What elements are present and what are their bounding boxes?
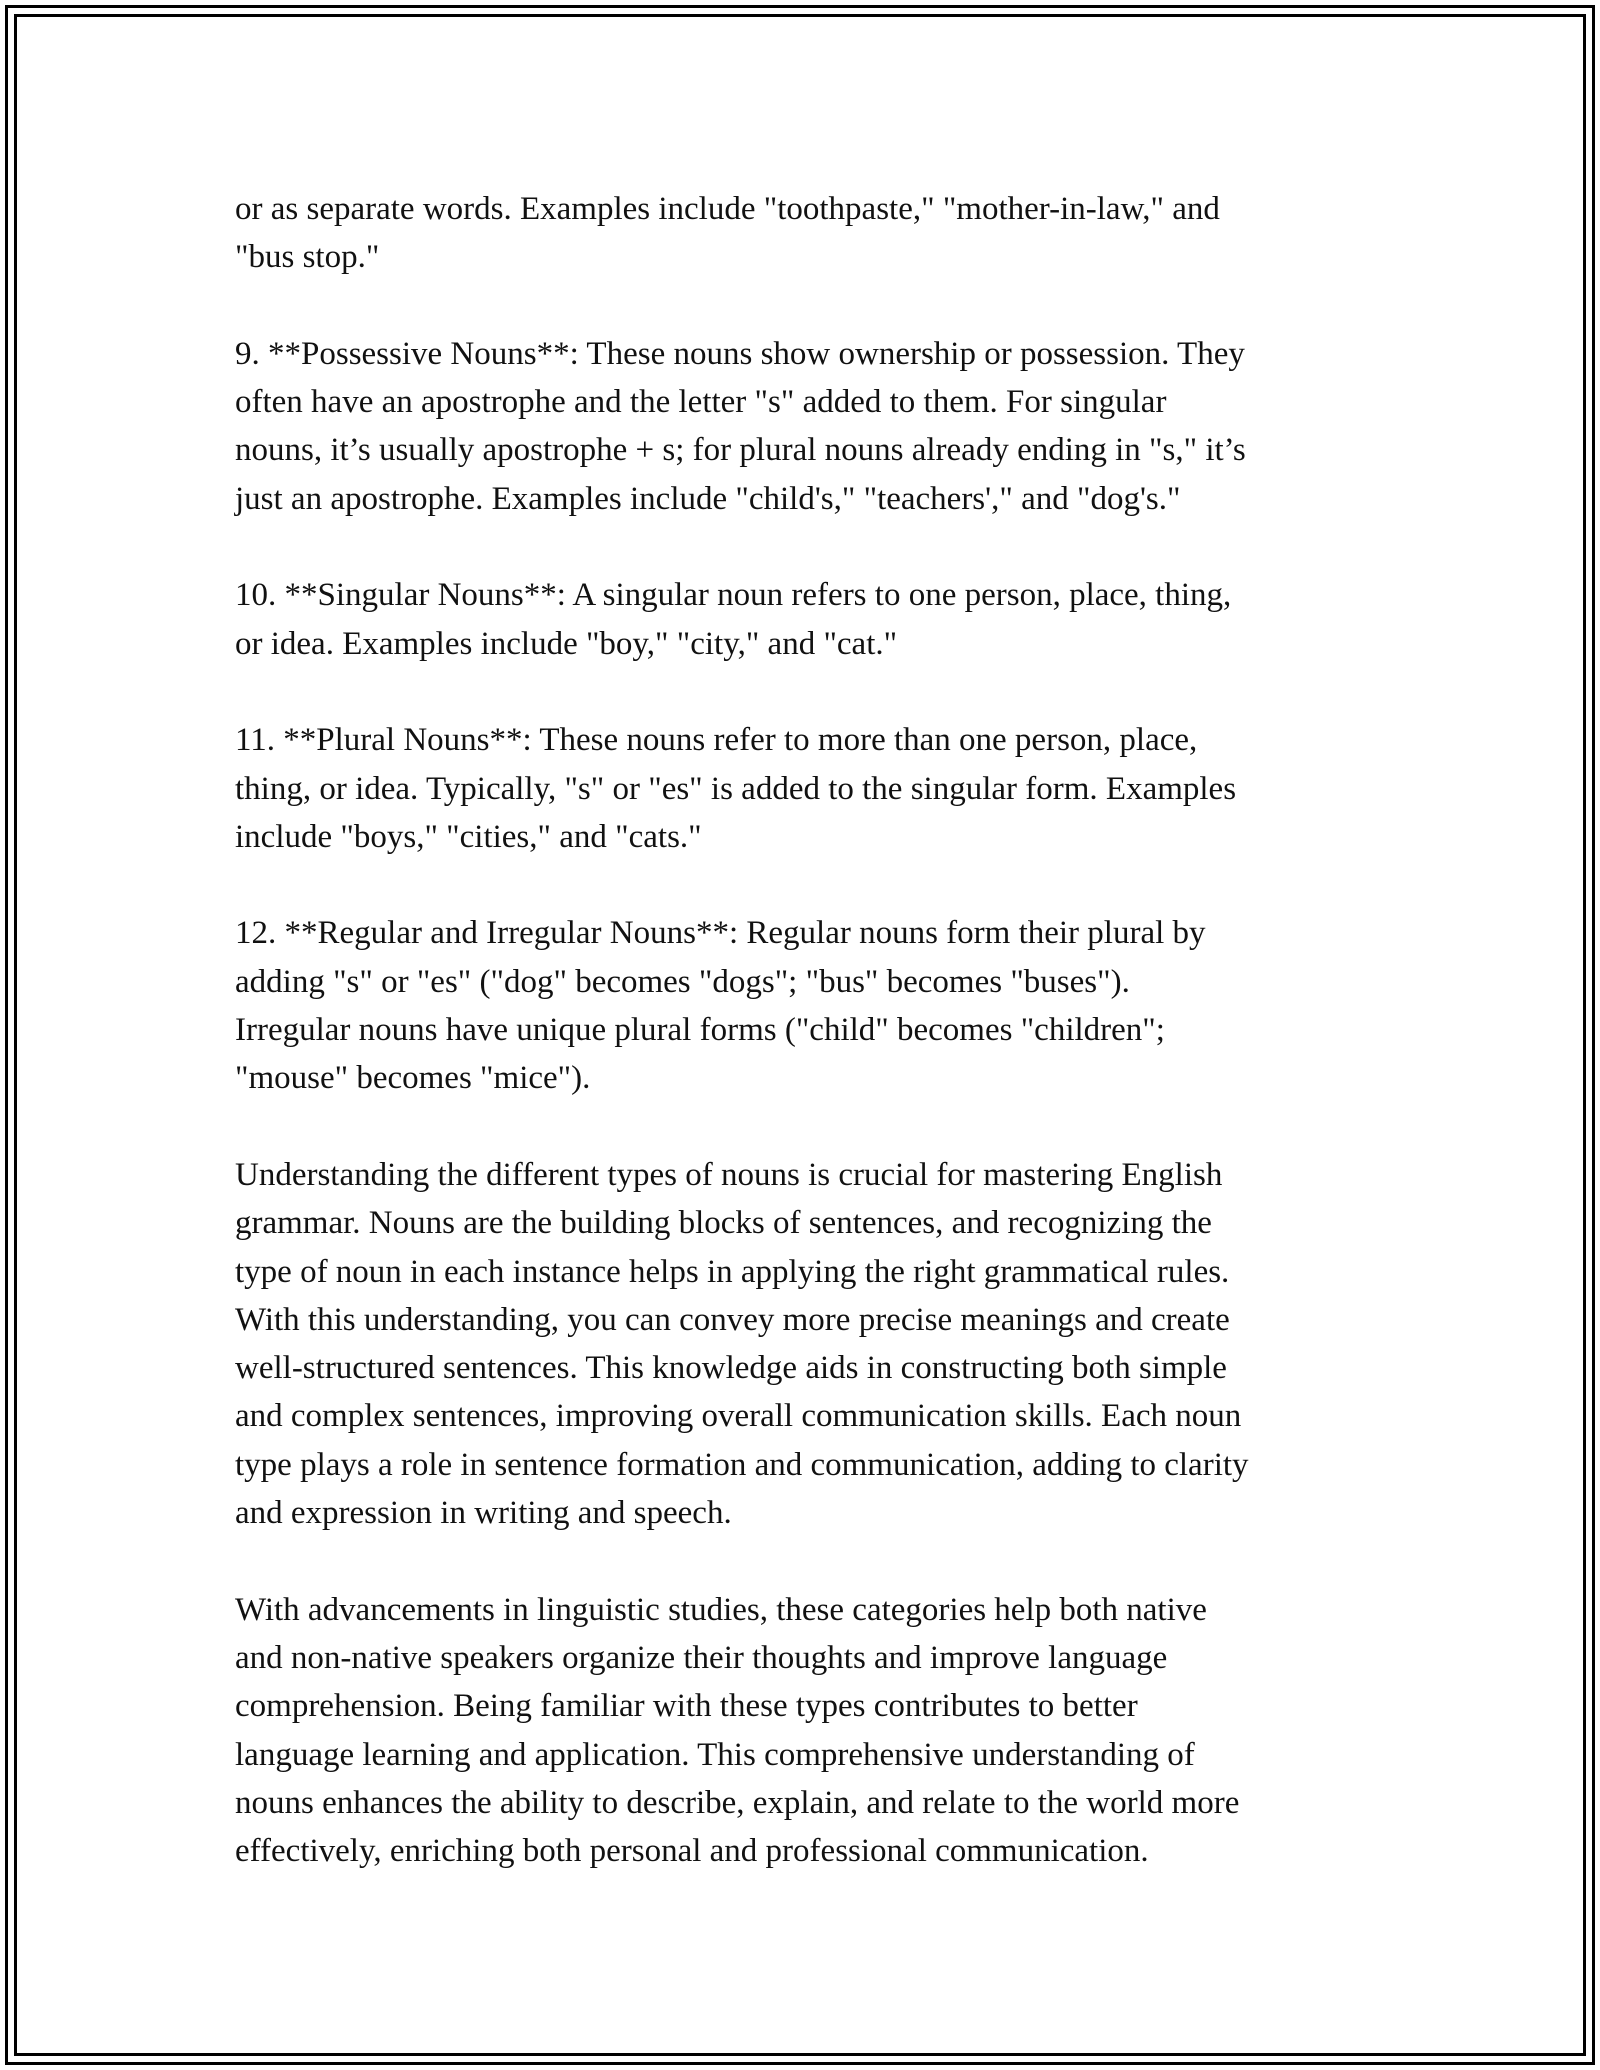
paragraph-singular-nouns: 10. **Singular Nouns**: A singular noun refers to one person, place, thing, or idea. Examples include "boy," "city," and "cat." bbox=[235, 577, 1232, 662]
document-body bbox=[235, 185, 1385, 1875]
paragraph-linguistic-advancements: With advancements in linguistic studies, these categories help both native and non-native speakers organize their thoughts and improve language comprehension. Being familiar with these types contributes to better language learning and application. This comprehensive understanding of nouns enhances the ability to describe, explain, and relate to the world more effectively, enriching both personal and professional communication. bbox=[235, 1591, 1240, 1870]
paragraph-plural-nouns: 11. **Plural Nouns**: These nouns refer to more than one person, place, thing, or idea. Typically, "s" or "es" is added to the singular form. Examples include "boys," "cities," and "cats." bbox=[235, 722, 1237, 855]
paragraph-possessive-nouns: 9. **Possessive Nouns**: These nouns show ownership or possession. They often have an apostrophe and the letter "s" added to them. For singular nouns, it’s usually apostrophe + s; for plural nouns already ending in "s," it’s just an apostrophe. Examples include "child's," "teachers'," and "dog's." bbox=[235, 335, 1246, 517]
paragraph-compound-nouns-continued: or as separate words. Examples include "toothpaste," "mother-in-law," and "bus stop." bbox=[235, 191, 1220, 276]
paragraph-regular-irregular-nouns: 12. **Regular and Irregular Nouns**: Regular nouns form their plural by adding "s" or "es" ("dog" becomes "dogs"; "bus" becomes "buses"). Irregular nouns have unique plural forms ("child" becomes "children"; "mouse" becomes "mice"). bbox=[235, 915, 1206, 1097]
paragraph-understanding-nouns: Understanding the different types of nouns is crucial for mastering English grammar. Nouns are the building blocks of sentences, and recognizing the type of noun in each instance helps in applying the right grammatical rules. With this understanding, you can convey more precise meanings and create well-structured sentences. This knowledge aids in constructing both simple and complex sentences, improving overall communication skills. Each noun type plays a role in sentence formation and communication, adding to clarity and expression in writing and speech. bbox=[235, 1156, 1249, 1532]
